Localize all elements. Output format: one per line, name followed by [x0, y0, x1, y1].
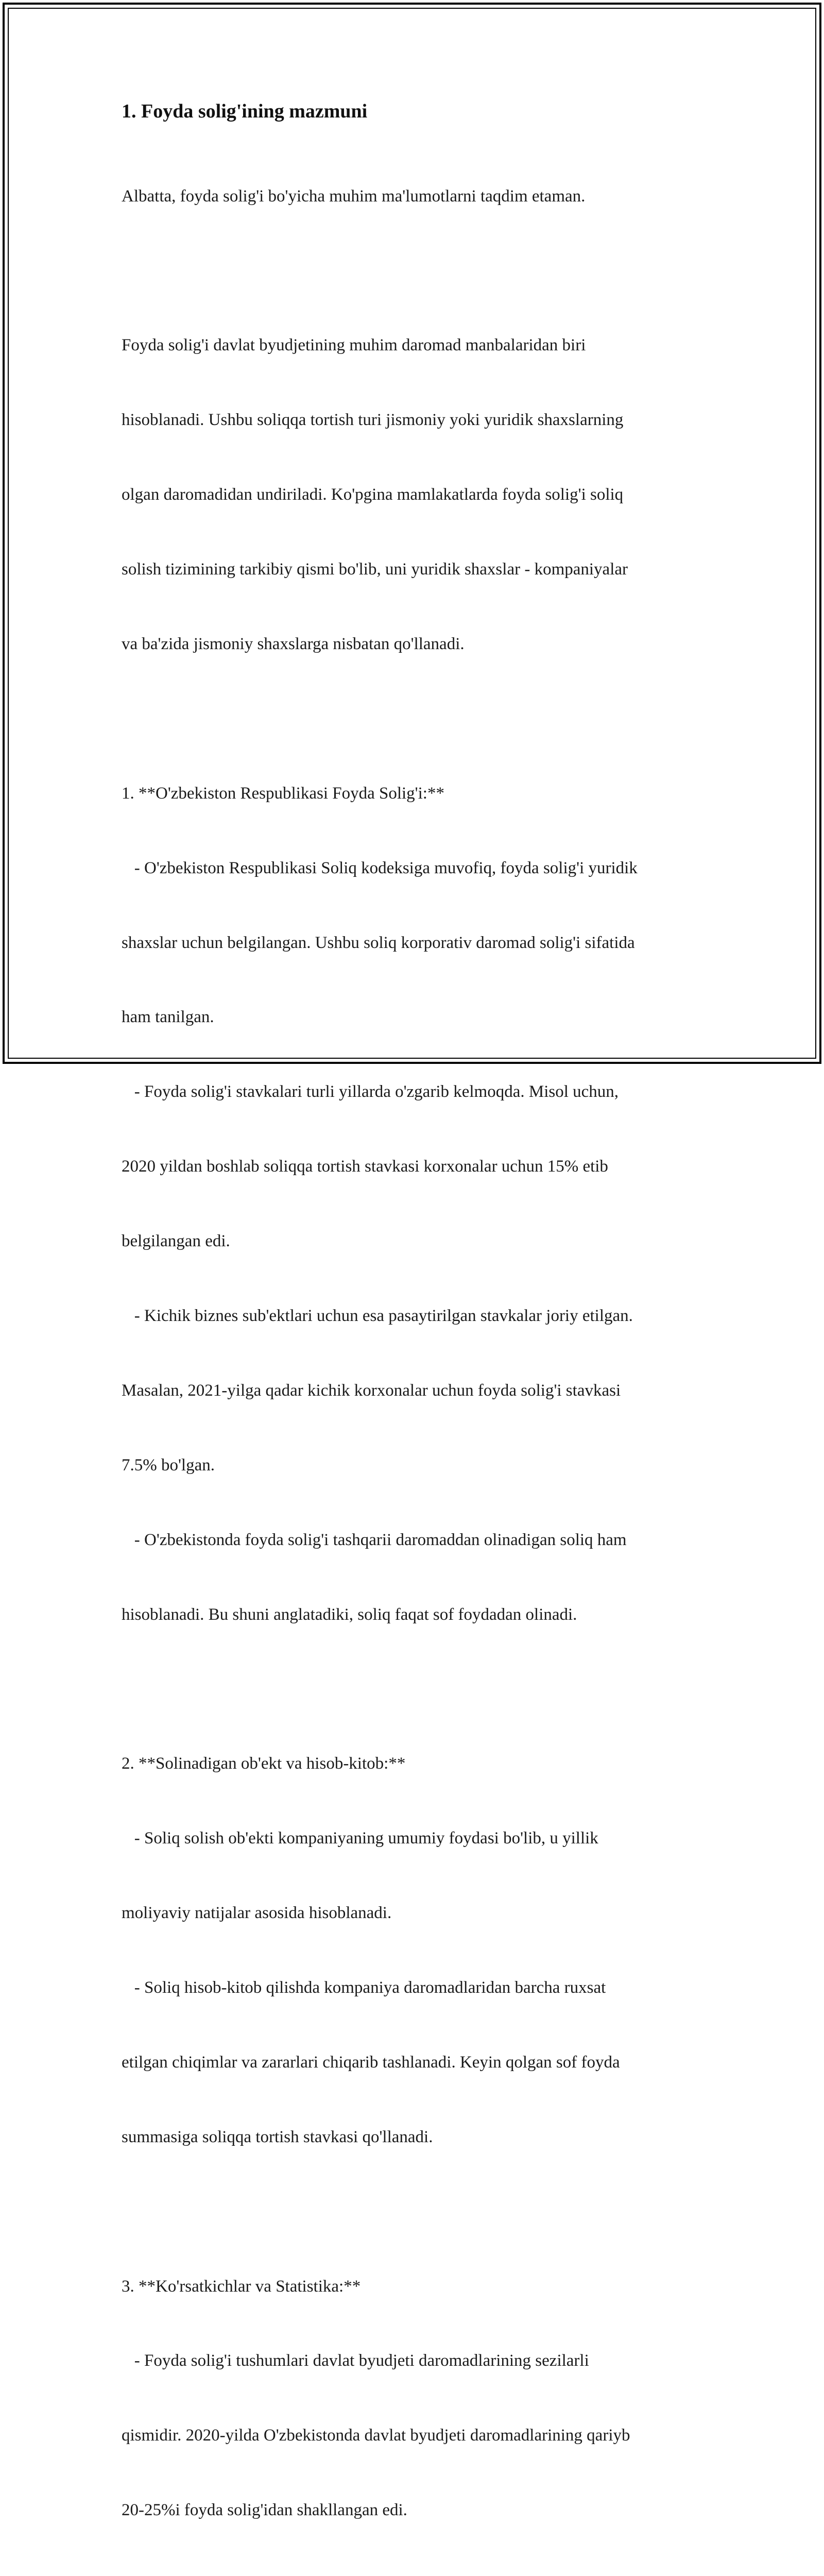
body-line: etilgan chiqimlar va zararlari chiqarib tashlanadi. Keyin qolgan sof foyda	[122, 2053, 620, 2072]
document-content	[122, 96, 714, 2576]
document-title: 1. Foyda solig'ining mazmuni	[122, 100, 368, 122]
body-line	[122, 2572, 714, 2576]
body-line: 2. **Solinadigan ob'ekt va hisob-kitob:**	[122, 1754, 406, 1773]
body-line: Foyda solig'i davlat byudjetining muhim daromad manbalaridan biri	[122, 336, 586, 355]
body-line: hisoblanadi. Ushbu soliqqa tortish turi jismoniy yoki yuridik shaxslarning	[122, 411, 624, 430]
body-line: - Kichik biznes sub'ektlari uchun esa pasaytirilgan stavkalar joriy etilgan.	[122, 1306, 633, 1325]
body-line	[122, 1676, 714, 1701]
body-line	[122, 258, 714, 283]
body-line: - O'zbekistonda foyda solig'i tashqarii daromaddan olinadigan soliq ham	[122, 1530, 627, 1549]
body-line: 3. **Ko'rsatkichlar va Statistika:**	[122, 2277, 361, 2296]
body-line: ham tanilgan.	[122, 1008, 214, 1027]
body-line: belgilangan edi.	[122, 1232, 230, 1251]
body-line: - Soliq hisob-kitob qilishda kompaniya daromadlaridan barcha ruxsat	[122, 1978, 606, 1997]
body-line: 2020 yildan boshlab soliqqa tortish stavkasi korxonalar uchun 15% etib	[122, 1157, 608, 1176]
body-line: olgan daromadidan undiriladi. Ko'pgina mamlakatlarda foyda solig'i soliq	[122, 485, 624, 504]
body-line: moliyaviy natijalar asosida hisoblanadi.	[122, 1904, 392, 1923]
body-line: summasiga soliqqa tortish stavkasi qo'llanadi.	[122, 2127, 433, 2146]
body-line: - Soliq solish ob'ekti kompaniyaning umumiy foydasi bo'lib, u yillik	[122, 1829, 598, 1848]
body-line: shaxslar uchun belgilangan. Ushbu soliq korporativ daromad solig'i sifatida	[122, 933, 635, 952]
body-line: Albatta, foyda solig'i bo'yicha muhim ma'lumotlarni taqdim etaman.	[122, 187, 586, 206]
body-line: va ba'zida jismoniy shaxslarga nisbatan qo'llanadi.	[122, 634, 465, 653]
document-body	[122, 134, 714, 2576]
body-line: - Foyda solig'i tushumlari davlat byudjeti daromadlarining sezilarli	[122, 2351, 589, 2370]
body-line: 7.5% bo'lgan.	[122, 1455, 215, 1475]
body-line: 1. **O'zbekiston Respublikasi Foyda Solig'i:**	[122, 784, 444, 803]
body-line: solish tizimining tarkibiy qismi bo'lib, uni yuridik shaxslar - kompaniyalar	[122, 560, 628, 579]
body-line	[122, 2199, 714, 2224]
body-line: - Foyda solig'i stavkalari turli yillarda o'zgarib kelmoqda. Misol uchun,	[122, 1082, 619, 1101]
body-line: - O'zbekiston Respublikasi Soliq kodeksiga muvofiq, foyda solig'i yuridik	[122, 858, 638, 877]
body-line: 20-25%i foyda solig'idan shakllangan edi.	[122, 2501, 407, 2520]
body-line: Masalan, 2021-yilga qadar kichik korxonalar uchun foyda solig'i stavkasi	[122, 1381, 621, 1400]
body-line: hisoblanadi. Bu shuni anglatadiki, soliq faqat sof foydadan olinadi.	[122, 1605, 577, 1624]
body-line: qismidir. 2020-yilda O'zbekistonda davlat byudjeti daromadlarining qariyb	[122, 2426, 630, 2445]
body-line	[122, 706, 714, 731]
